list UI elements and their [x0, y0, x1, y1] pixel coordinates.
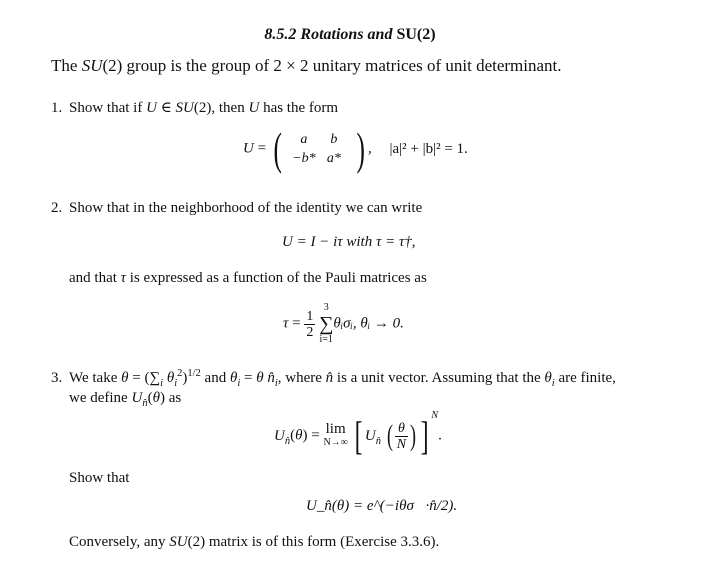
show-that-label: Show that [69, 470, 130, 486]
item-text: We take [69, 370, 122, 386]
left-bracket: [ [354, 413, 363, 458]
exercise-item-3: 3. We take $\theta = (\sum_i$ $\theta_i^2)^{1/2}$ and $\theta_i = \theta$ $n̂_i$, where n̂ is a unit vector. Assuming that the $\theta_i$ are finite, [51, 368, 616, 389]
equation-matrix-form: U = ( a b −b* a* ) , |a|² + |b|² = 1. [243, 123, 468, 174]
fraction-denominator: N [396, 436, 407, 452]
item-text: , where [277, 370, 326, 386]
section-title-text: Rotations and [300, 26, 397, 43]
sum-lower: i=1 [319, 334, 333, 345]
exercise-item-1: 1. Show that if U ∈ SU(2), then U has the form [51, 100, 339, 116]
item-text: is expressed as a function of the Pauli matrices as [126, 270, 427, 286]
item-text: we define [69, 390, 132, 406]
unitarity-condition: |a|² + |b|² = 1. [389, 140, 468, 157]
intro-group-arg: (2) [102, 56, 123, 75]
section-number: 8.5.2 [264, 26, 297, 43]
right-paren: ) [410, 419, 417, 452]
fraction-one-half [304, 309, 315, 340]
section-title-group: SU(2) [396, 26, 436, 43]
intro-post: group is the group of 2 × 2 unitary matrices of unit determinant. [122, 56, 562, 75]
equation-exponential-form: U_n̂(θ) = e^(−iθσ⃗·n̂/2). [306, 498, 458, 514]
item-text: and that [69, 270, 121, 286]
fraction-numerator: θ [395, 421, 408, 437]
equation-identity-expansion: U = I − iτ with τ = τ†, [282, 234, 416, 250]
item-text: matrix is of this form (Exercise 3.3.6). [205, 534, 440, 550]
limit-subscript: N→∞ [323, 437, 348, 448]
item-text: is a unit vector. Assuming that the [333, 370, 545, 386]
matrix-cell: b [330, 132, 338, 147]
item-number: 1. [51, 100, 63, 116]
left-paren: ( [386, 419, 393, 452]
tau-tail: θᵢσᵢ, θᵢ → 0. [333, 315, 404, 332]
limit-label: lim [325, 421, 346, 437]
fraction-denominator: 2 [306, 324, 314, 340]
intro-group: SU [81, 56, 103, 75]
fraction-numerator: 1 [306, 308, 314, 324]
su2-matrix [289, 130, 349, 168]
equation-limit-definition: $U_{n̂}(\theta)$ = lim N→∞ [ $U_{n̂}$ ( $\frac{\theta}{N}$ ) ] $^N$. [274, 410, 442, 458]
item-text: , then [211, 100, 249, 116]
matrix-row [289, 149, 349, 168]
item-text: ∈ [156, 100, 176, 116]
right-paren: ) [356, 123, 365, 174]
matrix-row [289, 130, 349, 149]
equation-tau-pauli: τ = $\frac{1}{2}$ 3 ∑ i=1θᵢσᵢ, θᵢ → 0. [283, 302, 404, 345]
item-2-continuation: and that τ is expressed as a function of the Pauli matrices as [69, 270, 427, 286]
item-text: Show that in the neighborhood of the identity we can write [69, 200, 423, 216]
exercise-item-2 [51, 200, 422, 217]
item-text: Conversely, any [69, 534, 170, 550]
item-text: has the form [259, 100, 339, 116]
item-3-line-2: we define $U_{n̂}(\theta)$ as [69, 390, 182, 409]
left-paren: ( [273, 123, 282, 174]
matrix-cell: a [300, 132, 308, 147]
right-bracket: ] [420, 413, 429, 458]
matrix-cell: −b* [292, 151, 316, 166]
item-text: as [164, 390, 182, 406]
intro-pre: The [51, 56, 82, 75]
matrix-cell: a* [326, 151, 341, 166]
intro-paragraph [51, 56, 562, 76]
conversely-paragraph: Conversely, any SU(2) matrix is of this form (Exercise 3.3.6). [69, 534, 440, 550]
item-number: 3. [51, 370, 63, 386]
item-number: 2. [51, 200, 63, 216]
sum-upper: 3 [323, 302, 329, 313]
item-text: Show that if [69, 100, 147, 116]
item-text: are finite, [554, 370, 616, 386]
limit-operator [323, 423, 347, 449]
section-title [0, 26, 700, 44]
item-text: and [200, 370, 230, 386]
summation: 3 ∑ i=1 [319, 302, 334, 345]
fraction-theta-over-n [395, 421, 408, 452]
